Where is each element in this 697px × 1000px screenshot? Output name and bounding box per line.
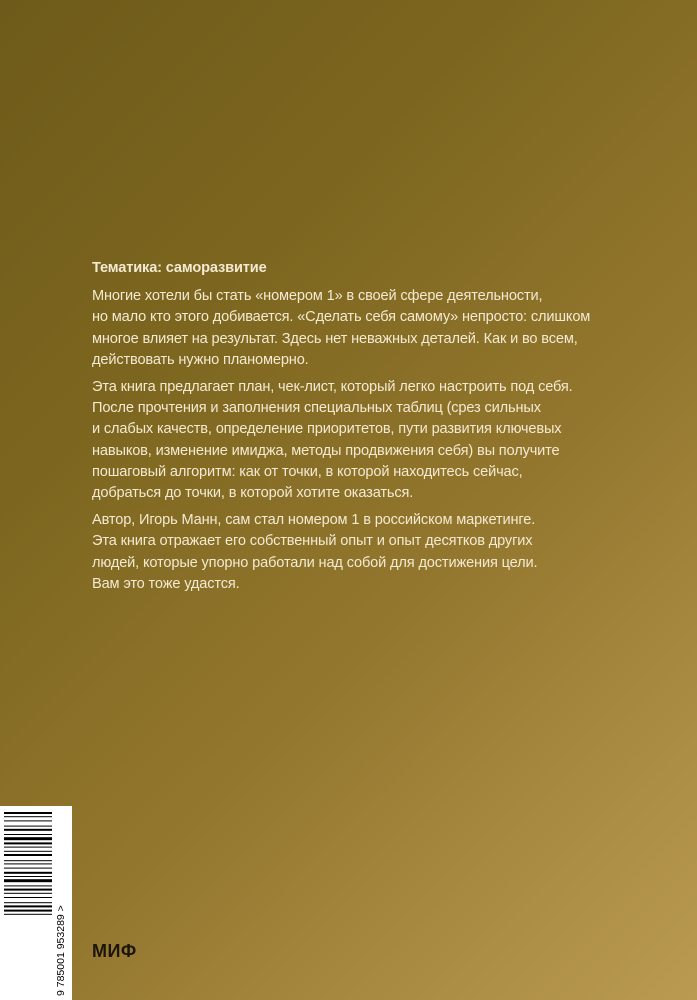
description-line: и слабых качеств, определение приоритетов, пути развития ключевых — [92, 421, 562, 438]
description — [92, 286, 612, 595]
barcode-number: 9 785001 953289 > — [55, 905, 67, 996]
topic-heading: Тематика: саморазвитие — [92, 260, 267, 276]
description-line: После прочтения и заполнения специальных таблиц (срез сильных — [92, 400, 541, 417]
description-line: но мало кто этого добивается. «Сделать себя самому» непросто: слишком — [92, 309, 591, 326]
description-line: Эта книга предлагает план, чек-лист, который легко настроить под себя. — [92, 379, 573, 396]
description-paragraph — [92, 286, 612, 371]
description-line: людей, которые упорно работали над собой для достижения цели. — [92, 554, 538, 571]
description-line: Многие хотели бы стать «номером 1» в своей сфере деятельности, — [92, 288, 543, 305]
isbn-barcode — [0, 806, 72, 1000]
description-line: пошаговый алгоритм: как от точки, в которой находитесь сейчас, — [92, 463, 523, 480]
description-paragraph — [92, 510, 612, 595]
description-line: навыков, изменение имиджа, методы продвижения себя) вы получите — [92, 442, 560, 459]
barcode-bars — [4, 812, 52, 915]
description-line: добраться до точки, в которой хотите оказаться. — [92, 485, 414, 502]
description-line: действовать нужно планомерно. — [92, 351, 309, 368]
description-line: Эта книга отражает его собственный опыт и опыт десятков других — [92, 533, 533, 550]
publisher-logo: МИФ — [92, 941, 137, 961]
description-line: Вам это тоже удастся. — [92, 575, 240, 592]
description-line: многое влияет на результат. Здесь нет неважных деталей. Как и во всем, — [92, 330, 578, 347]
description-paragraph — [92, 377, 612, 504]
cover-text — [92, 258, 612, 601]
description-line: Автор, Игорь Манн, сам стал номером 1 в российском маркетинге. — [92, 512, 536, 529]
